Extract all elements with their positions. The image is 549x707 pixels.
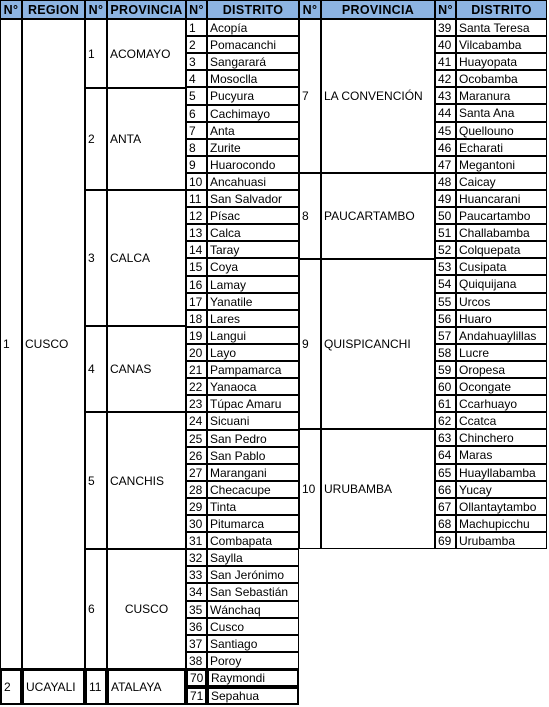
province-number: 5	[85, 412, 107, 549]
province-name: ACOMAYO	[107, 19, 186, 88]
district-number: 37	[186, 635, 207, 652]
district-number: 58	[435, 344, 456, 361]
district-name: Vilcabamba	[456, 36, 547, 53]
district-name: Zurite	[207, 139, 299, 156]
district-name: Cachimayo	[207, 105, 299, 122]
district-number: 12	[186, 207, 207, 224]
province-name: URUBAMBA	[321, 429, 435, 549]
district-name: Túpac Amaru	[207, 395, 299, 412]
district-name: San Jerónimo	[207, 566, 299, 583]
district-number: 47	[435, 156, 456, 173]
district-number: 30	[186, 515, 207, 532]
district-number: 62	[435, 412, 456, 429]
district-number: 65	[435, 464, 456, 481]
header-region: REGION	[22, 0, 85, 19]
district-name: Lares	[207, 310, 299, 327]
district-number: 54	[435, 275, 456, 293]
district-name: Chinchero	[456, 429, 547, 446]
province-name: CANCHIS	[107, 412, 186, 549]
district-name: Pomacanchi	[207, 36, 299, 53]
district-number: 11	[186, 190, 207, 207]
district-number: 39	[435, 19, 456, 36]
district-name: Ocobamba	[456, 70, 547, 87]
district-number: 70	[186, 669, 207, 687]
district-name: Cusco	[207, 618, 299, 635]
header-district: DISTRITO	[456, 0, 547, 19]
district-name: Ollantaytambo	[456, 498, 547, 515]
province-name: QUISPICANCHI	[321, 259, 435, 429]
province-name: CANAS	[107, 326, 186, 412]
district-number: 5	[186, 87, 207, 105]
district-name: Echarati	[456, 139, 547, 156]
district-name: Wánchaq	[207, 601, 299, 618]
district-name: Combapata	[207, 532, 299, 549]
district-number: 51	[435, 224, 456, 241]
province-name: CALCA	[107, 190, 186, 326]
district-number: 19	[186, 327, 207, 344]
district-name: Maranura	[456, 87, 547, 104]
district-name: Sicuani	[207, 412, 299, 430]
district-name: Ccatca	[456, 412, 547, 429]
province-name: CUSCO	[107, 549, 186, 669]
province-number: 7	[299, 19, 321, 173]
district-name: Lucre	[456, 344, 547, 361]
district-number: 34	[186, 583, 207, 601]
region-name: UCAYALI	[22, 669, 85, 705]
district-number: 10	[186, 173, 207, 190]
district-number: 71	[186, 687, 207, 705]
district-name: Maras	[456, 446, 547, 464]
district-name: Marangani	[207, 464, 299, 481]
header-number: N°	[85, 0, 107, 19]
district-name: Sangarará	[207, 53, 299, 70]
district-name: Yanaoca	[207, 378, 299, 395]
district-number: 8	[186, 139, 207, 156]
district-name: Cusipata	[456, 258, 547, 275]
district-name: Pampamarca	[207, 361, 299, 378]
district-number: 46	[435, 139, 456, 156]
region-number: 1	[0, 19, 22, 669]
district-number: 22	[186, 378, 207, 395]
district-number: 24	[186, 412, 207, 430]
district-number: 43	[435, 87, 456, 104]
header-province: PROVINCIA	[321, 0, 435, 19]
district-name: Acopía	[207, 19, 299, 36]
district-name: Huayllabamba	[456, 464, 547, 481]
district-name: San Pablo	[207, 447, 299, 464]
district-name: Oropesa	[456, 361, 547, 378]
district-name: Pucyura	[207, 87, 299, 105]
district-number: 15	[186, 258, 207, 276]
district-number: 68	[435, 515, 456, 532]
district-number: 53	[435, 258, 456, 275]
district-name: Huayopata	[456, 53, 547, 70]
district-number: 60	[435, 378, 456, 395]
district-number: 44	[435, 104, 456, 122]
region-name: CUSCO	[22, 19, 85, 669]
district-name: Písac	[207, 207, 299, 224]
district-number: 35	[186, 601, 207, 618]
district-name: Santiago	[207, 635, 299, 652]
district-name: Colquepata	[456, 241, 547, 258]
district-name: Machupicchu	[456, 515, 547, 532]
district-number: 67	[435, 498, 456, 515]
district-number: 26	[186, 447, 207, 464]
district-name: Urcos	[456, 293, 547, 310]
district-name: Coya	[207, 258, 299, 276]
province-number: 2	[85, 88, 107, 190]
district-number: 33	[186, 566, 207, 583]
district-name: Checacupe	[207, 481, 299, 498]
district-number: 52	[435, 241, 456, 258]
region-number: 2	[0, 669, 22, 705]
header-district: DISTRITO	[207, 0, 299, 19]
district-number: 13	[186, 224, 207, 241]
district-number: 9	[186, 156, 207, 173]
province-number: 4	[85, 326, 107, 412]
district-number: 55	[435, 293, 456, 310]
district-number: 63	[435, 429, 456, 446]
district-name: Ocongate	[456, 378, 547, 395]
header-province: PROVINCIA	[107, 0, 186, 19]
district-number: 69	[435, 532, 456, 549]
district-number: 16	[186, 276, 207, 293]
district-number: 57	[435, 327, 456, 344]
district-name: Paucartambo	[456, 207, 547, 224]
district-name: Huancarani	[456, 190, 547, 207]
district-name: Megantoni	[456, 156, 547, 173]
district-name: Yucay	[456, 481, 547, 498]
district-number: 31	[186, 532, 207, 549]
district-name: Quiquijana	[456, 275, 547, 293]
district-number: 59	[435, 361, 456, 378]
district-name: Lamay	[207, 276, 299, 293]
district-number: 50	[435, 207, 456, 224]
district-number: 3	[186, 53, 207, 70]
district-name: Ancahuasi	[207, 173, 299, 190]
district-number: 32	[186, 549, 207, 566]
district-number: 64	[435, 446, 456, 464]
header-number: N°	[435, 0, 456, 19]
district-number: 38	[186, 652, 207, 669]
district-name: Raymondi	[207, 669, 299, 687]
header-number: N°	[0, 0, 22, 19]
district-name: Yanatile	[207, 293, 299, 310]
header-number: N°	[186, 0, 207, 19]
district-number: 14	[186, 241, 207, 258]
district-name: Layo	[207, 344, 299, 361]
district-name: Pitumarca	[207, 515, 299, 532]
district-number: 7	[186, 122, 207, 139]
province-name: ANTA	[107, 88, 186, 190]
district-number: 27	[186, 464, 207, 481]
district-number: 1	[186, 19, 207, 36]
district-number: 48	[435, 173, 456, 190]
district-name: Calca	[207, 224, 299, 241]
district-number: 66	[435, 481, 456, 498]
district-number: 2	[186, 36, 207, 53]
province-name: LA CONVENCIÓN	[321, 19, 435, 173]
province-number: 3	[85, 190, 107, 326]
province-name: PAUCARTAMBO	[321, 173, 435, 259]
province-number: 1	[85, 19, 107, 88]
district-number: 6	[186, 105, 207, 122]
district-number: 20	[186, 344, 207, 361]
district-name: Langui	[207, 327, 299, 344]
district-name: Taray	[207, 241, 299, 258]
province-number: 6	[85, 549, 107, 669]
province-number: 9	[299, 259, 321, 429]
district-number: 29	[186, 498, 207, 515]
province-number: 8	[299, 173, 321, 259]
district-name: Challabamba	[456, 224, 547, 241]
district-name: Ccarhuayo	[456, 395, 547, 412]
district-number: 42	[435, 70, 456, 87]
district-name: Huarocondo	[207, 156, 299, 173]
district-number: 21	[186, 361, 207, 378]
district-number: 28	[186, 481, 207, 498]
district-number: 49	[435, 190, 456, 207]
district-name: Tinta	[207, 498, 299, 515]
district-name: San Sebastián	[207, 583, 299, 601]
district-name: Poroy	[207, 652, 299, 669]
district-number: 56	[435, 310, 456, 327]
district-name: Huaro	[456, 310, 547, 327]
district-name: San Pedro	[207, 430, 299, 447]
district-name: Andahuaylillas	[456, 327, 547, 344]
district-number: 23	[186, 395, 207, 412]
district-number: 61	[435, 395, 456, 412]
province-name: ATALAYA	[107, 669, 186, 705]
district-name: Anta	[207, 122, 299, 139]
district-name: Urubamba	[456, 532, 547, 549]
district-number: 36	[186, 618, 207, 635]
district-name: Quellouno	[456, 122, 547, 139]
district-name: Santa Ana	[456, 104, 547, 122]
district-name: Caicay	[456, 173, 547, 190]
district-name: Saylla	[207, 549, 299, 566]
header-number: N°	[299, 0, 321, 19]
district-name: Mosoclla	[207, 70, 299, 87]
district-name: Sepahua	[207, 687, 299, 705]
district-number: 17	[186, 293, 207, 310]
district-number: 25	[186, 430, 207, 447]
district-number: 4	[186, 70, 207, 87]
province-number: 11	[85, 669, 107, 705]
district-number: 41	[435, 53, 456, 70]
district-name: Santa Teresa	[456, 19, 547, 36]
district-number: 45	[435, 122, 456, 139]
district-number: 40	[435, 36, 456, 53]
district-name: San Salvador	[207, 190, 299, 207]
district-number: 18	[186, 310, 207, 327]
province-number: 10	[299, 429, 321, 549]
